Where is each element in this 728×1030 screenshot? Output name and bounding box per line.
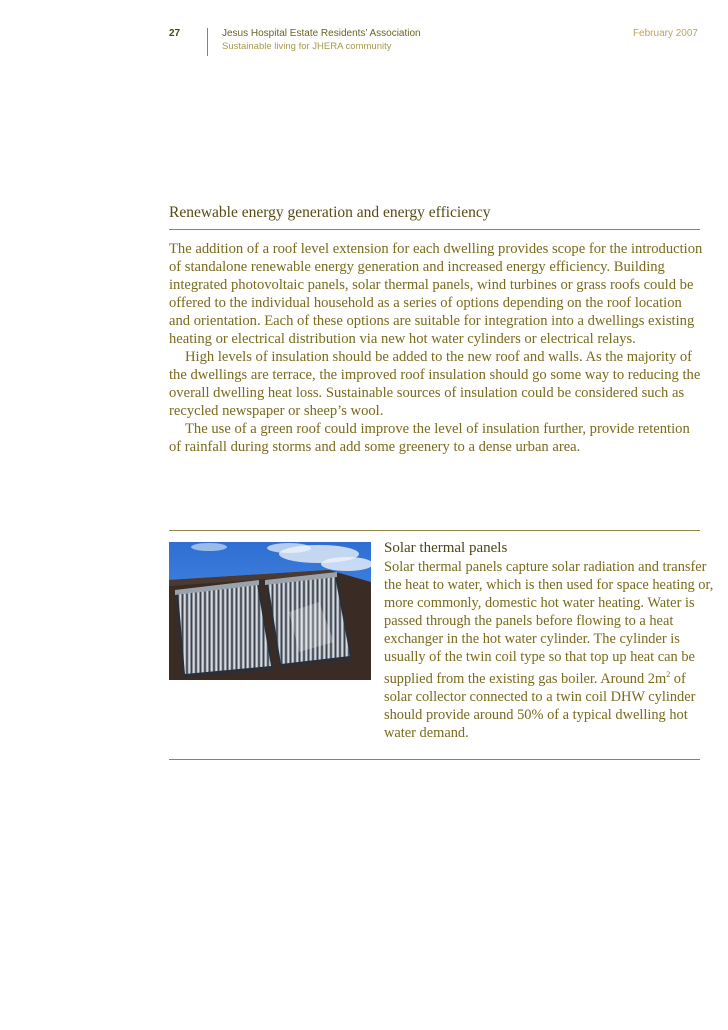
header-subtitle: Sustainable living for JHERA community	[222, 41, 392, 52]
paragraph: High levels of insulation should be added to the new roof and walls. As the majority of the dwellings are terrace, the improved roof insulation should go some way to reducing the overall dwelling heat loss. Sustainable sources of insulation could be considered such as recycled newspaper or sheep’s wool.	[169, 349, 701, 419]
sidebar-text-part2: of solar collector connected to a twin coil DHW cylinder should provide around 50% of a typical dwelling hot water demand.	[384, 670, 696, 741]
solar-panels-photo	[169, 542, 371, 680]
paragraph: The use of a green roof could improve the level of insulation further, provide retention of rainfall during storms and add some greenery to a dense urban area.	[169, 421, 690, 455]
header-title: Jesus Hospital Estate Residents’ Association	[222, 28, 421, 39]
sidebar-body	[384, 558, 714, 742]
sidebar-top-rule	[169, 530, 700, 531]
page-number: 27	[169, 28, 181, 39]
sidebar-text-part1: Solar thermal panels capture solar radiation and transfer the heat to water, which is then used for space heating or, more commonly, domestic hot water heating. Water is passed through the panels before flowing to a heat exchanger in the hot water cylinder. The cylinder is usually of the twin coil type so that top up heat can be supplied from the existing gas boiler. Around 2m	[384, 559, 714, 687]
section-title: Renewable energy generation and energy efficiency	[169, 204, 491, 221]
section-rule	[169, 229, 700, 230]
header-divider	[207, 28, 208, 56]
sidebar-bottom-rule	[169, 759, 700, 760]
header-date: February 2007	[632, 28, 698, 39]
sidebar-title: Solar thermal panels	[384, 540, 508, 556]
section-body	[169, 240, 704, 456]
superscript: 2	[666, 670, 671, 679]
paragraph: The addition of a roof level extension for each dwelling provides scope for the introduction of standalone renewable energy generation and increased energy efficiency. Building integrated photovoltaic panels, solar thermal panels, wind turbines or grass roofs could be offered to the individual household as a series of options depending on the roof location and orientation. Each of these options are suitable for integration into a dwellings existing heating or electrical distribution via new hot water cylinders or electrical relays.	[169, 241, 703, 347]
